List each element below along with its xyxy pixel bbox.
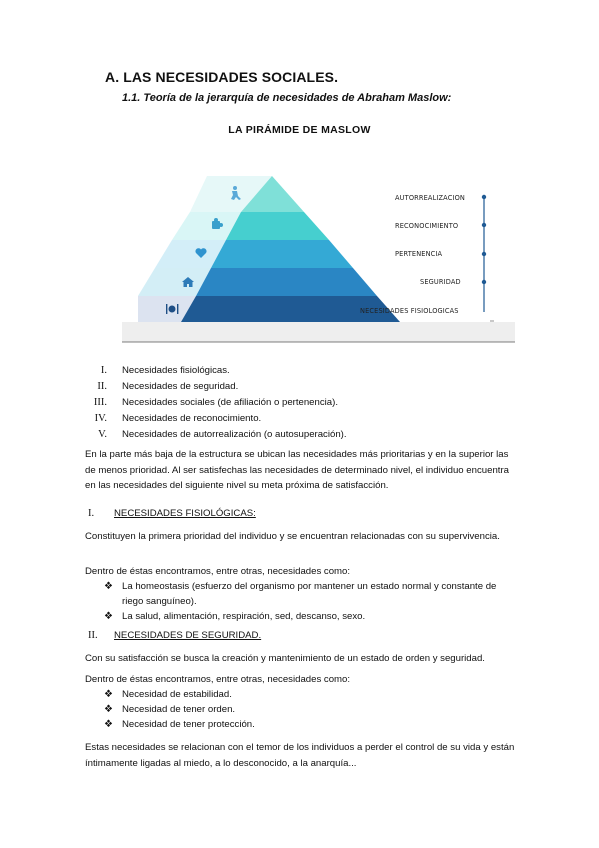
subsection-heading: 1.1. Teoría de la jerarquía de necesidades de Abraham Maslow: <box>122 92 452 104</box>
diamond-bullet-icon: ❖ <box>104 689 113 700</box>
list-item: III. Necesidades sociales (de afiliación o pertenencia). <box>93 396 338 408</box>
section-1-lead: Dentro de éstas encontramos, entre otras, necesidades como: <box>85 566 351 577</box>
section-1-heading: I. NECESIDADES FISIOLÓGICAS: <box>88 508 256 519</box>
diamond-bullet-icon: ❖ <box>104 581 113 592</box>
section-1-paragraph: Constituyen la primera prioridad del individuo y se encuentran relacionadas con su supervivencia. <box>85 531 500 542</box>
label-reconocimiento: RECONOCIMIENTO <box>395 222 459 230</box>
needs-list <box>85 362 347 442</box>
section-2-bullets <box>104 687 514 732</box>
pyramid-base-band <box>122 322 515 342</box>
pyramid-level-pertenencia <box>211 240 353 268</box>
list-item: II. Necesidades de seguridad. <box>97 380 239 392</box>
diamond-bullet-icon: ❖ <box>104 611 113 622</box>
maslow-pyramid-figure <box>0 0 599 350</box>
list-item: ❖ La homeostasis (esfuerzo del organismo por mantener un estado normal y constante de riego sanguíneo). <box>104 581 497 607</box>
list-item: ❖ Necesidad de estabilidad. <box>104 689 232 700</box>
pyramid-level-seguridad <box>196 268 377 296</box>
diamond-bullet-icon: ❖ <box>104 719 113 730</box>
section-1-bullets <box>104 579 514 624</box>
list-item: ❖ La salud, alimentación, respiración, sed, descanso, sexo. <box>104 611 366 622</box>
level-timeline <box>482 195 494 321</box>
figure-title: LA PIRÁMIDE DE MASLOW <box>228 124 371 136</box>
label-pertenencia: PERTENENCIA <box>395 250 443 258</box>
diamond-bullet-icon: ❖ <box>104 704 113 715</box>
label-fisiologicas: NECESIDADES FISIOLOGICAS <box>360 307 459 315</box>
section-2-heading: II. NECESIDADES DE SEGURIDAD. <box>88 630 262 641</box>
list-item: ❖ Necesidad de tener orden. <box>104 704 236 715</box>
list-item: V. Necesidades de autorrealización (o autosuperación). <box>98 428 347 440</box>
label-autorrealizacion: AUTORREALIZACION <box>395 194 465 202</box>
section-2-lead: Dentro de éstas encontramos, entre otras, necesidades como: <box>85 674 351 685</box>
closing-paragraph: Estas necesidades se relacionan con el temor de los individuos a perder el control de su vida y están íntimamente ligadas al miedo, a lo desconocido, a la anarquía... <box>85 742 515 769</box>
section-heading: A. LAS NECESIDADES SOCIALES. <box>105 69 339 85</box>
pyramid-level-reconocimiento <box>226 212 329 240</box>
intro-paragraph: En la parte más baja de la estructura se ubican las necesidades más prioritarias y en la superior las de menos prioridad. Al ser satisfechas las necesidades de determinado nivel, el individuo encuentra en las necesidades del siguiente nivel su meta próxima de satisfacción. <box>85 449 509 491</box>
list-item: ❖ Necesidad de tener protección. <box>104 719 255 730</box>
section-2-paragraph: Con su satisfacción se busca la creación y mantenimiento de un estado de orden y seguridad. <box>85 653 485 664</box>
list-item: I. Necesidades fisiológicas. <box>100 364 230 376</box>
label-seguridad: SEGURIDAD <box>420 278 461 286</box>
list-item: IV. Necesidades de reconocimiento. <box>94 412 262 424</box>
